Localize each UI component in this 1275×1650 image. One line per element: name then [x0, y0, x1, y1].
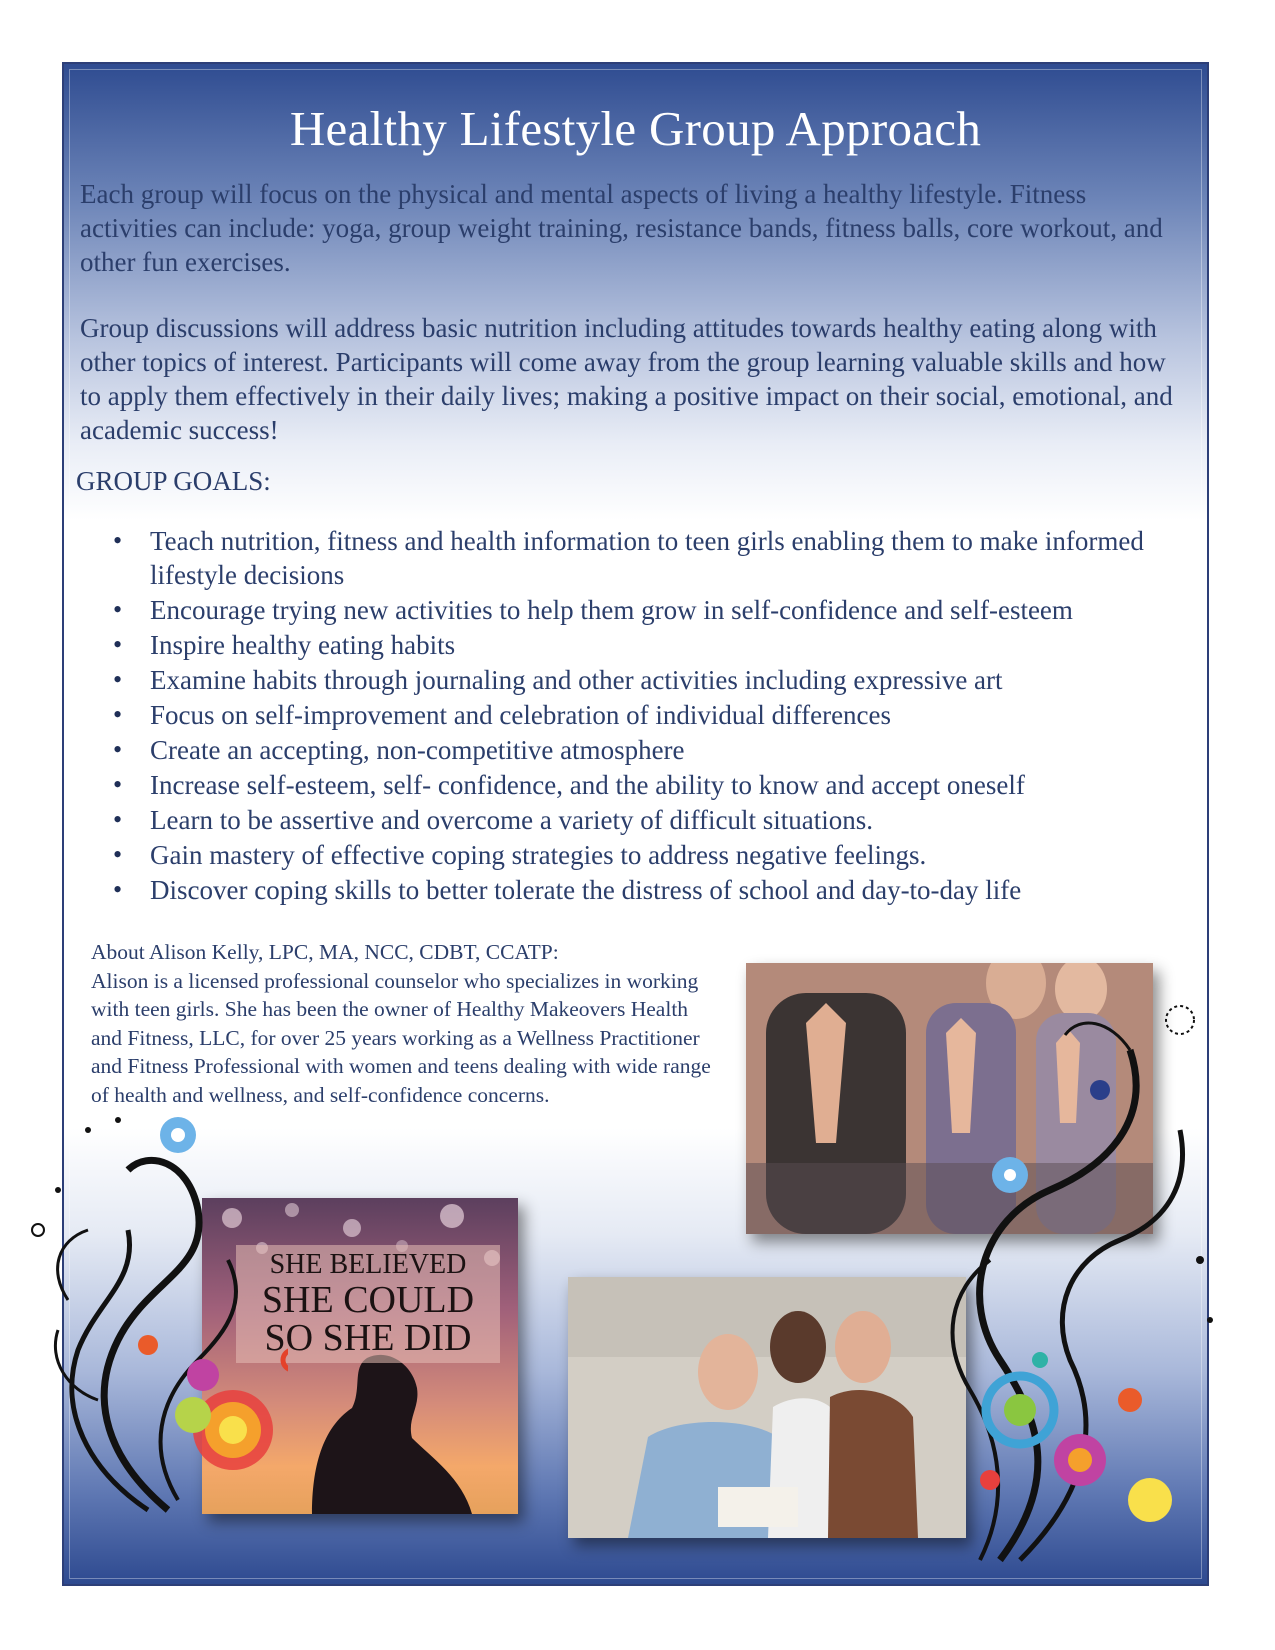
decorative-swirl-right	[900, 960, 1230, 1580]
goals-heading: GROUP GOALS:	[76, 466, 271, 496]
about-section	[91, 938, 711, 1109]
about-body: Alison is a licensed professional counselor who specializes in working with teen girls. She has been the owner of Healthy Makeovers Health and Fitness, LLC, for over 25 years working as a Wellness Practitioner and Fitness Professional with women and teens dealing with wide range of health and wellness, and self-confidence concerns.	[91, 968, 711, 1107]
page-title: Healthy Lifestyle Group Approach	[289, 101, 982, 156]
goal-item: • Gain mastery of effective coping strategies to address negative feelings.	[150, 838, 1190, 872]
goal-item: • Increase self-esteem, self- confidence, and the ability to know and accept oneself	[150, 768, 1190, 802]
goal-item: • Examine habits through journaling and other activities including expressive art	[150, 663, 1190, 697]
about-heading: About Alison Kelly, LPC, MA, NCC, CDBT, CCATP:	[91, 940, 559, 964]
goals-list	[150, 524, 1190, 908]
goal-item: • Create an accepting, non-competitive atmosphere	[150, 733, 1190, 767]
quote-line-2: SHE COULD	[261, 1279, 475, 1321]
goal-item: • Learn to be assertive and overcome a variety of difficult situations.	[150, 803, 1190, 837]
decorative-swirl-left	[28, 1100, 288, 1520]
quote-line-1: SHE BELIEVED	[269, 1249, 467, 1280]
goal-item: • Inspire healthy eating habits	[150, 628, 1190, 662]
intro-paragraph-1: Each group will focus on the physical and mental aspects of living a healthy lifestyle. Fitness activities can include: yoga, group weight training, resistance bands, fitness balls, core workout, and other fun exercises.	[80, 179, 1163, 277]
goal-item: • Encourage trying new activities to help them grow in self-confidence and self-esteem	[150, 593, 1190, 627]
quote-line-3: SO SHE DID	[264, 1317, 472, 1359]
goal-item: • Focus on self-improvement and celebration of individual differences	[150, 698, 1190, 732]
goal-item: • Teach nutrition, fitness and health information to teen girls enabling them to make informed lifestyle decisions	[150, 524, 1190, 592]
intro-paragraph-2: Group discussions will address basic nutrition including attitudes towards healthy eating along with other topics of interest. Participants will come away from the group learning valuable skills and how to apply them effectively in their daily lives; making a positive impact on their social, emotional, and academic success!	[80, 313, 1173, 445]
goal-item: • Discover coping skills to better tolerate the distress of school and day-to-day life	[150, 873, 1190, 907]
